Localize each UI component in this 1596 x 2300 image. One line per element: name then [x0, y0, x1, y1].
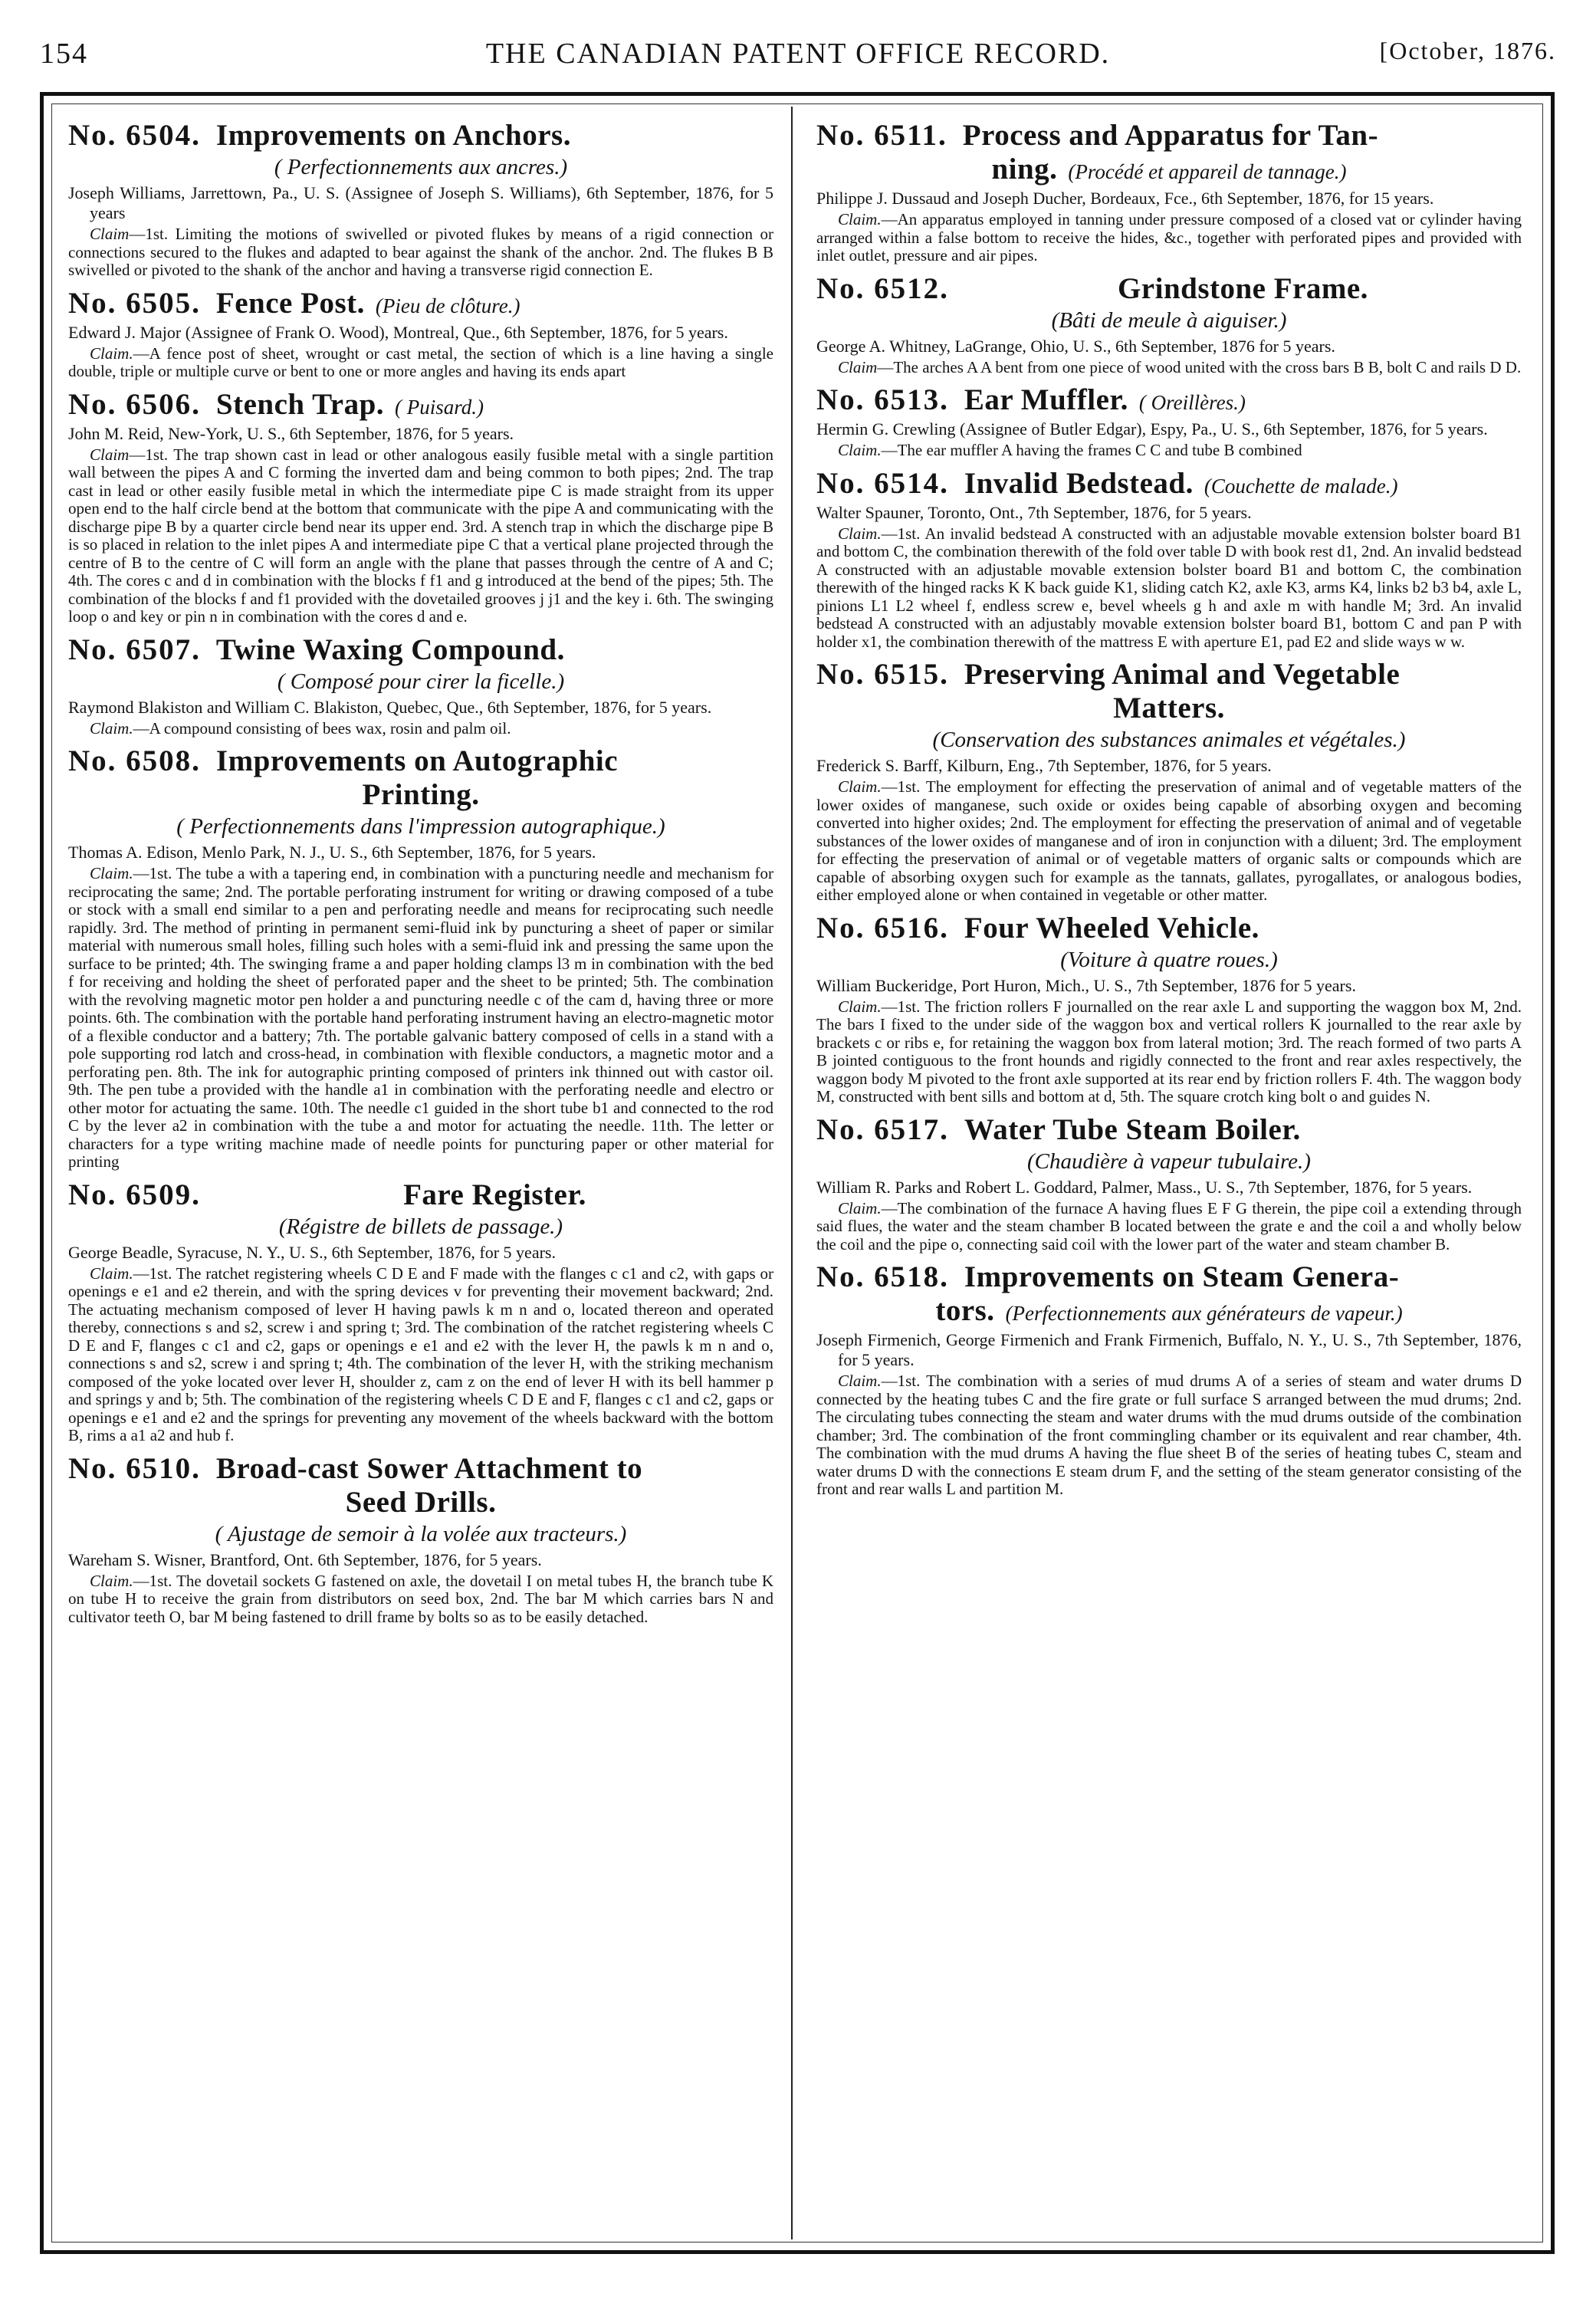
patent-number: No. 6508. — [68, 744, 201, 777]
patent-title: Preserving Animal and Vegetable — [964, 658, 1401, 691]
patent-title: Twine Waxing Compound. — [215, 632, 565, 666]
patent-title-continued: tors. — [935, 1294, 995, 1327]
claim-text — [816, 1200, 1522, 1254]
patent-title: Fare Register. — [403, 1178, 586, 1211]
patent-title: Improvements on Autographic — [215, 744, 619, 777]
claim-text — [68, 446, 773, 626]
claim-label: Claim. — [90, 864, 133, 882]
patent-number: No. 6514. — [816, 466, 949, 500]
patentee-line: William R. Parks and Robert L. Goddard, Palmer, Mass., U. S., 7th September, 1876, for 5 years. — [816, 1177, 1473, 1197]
french-title: (Pieu de clôture.) — [375, 294, 521, 317]
claim-text — [68, 720, 773, 738]
claim-body: —1st. An invalid bedstead A constructed with an adjustable movable extension bolster board B1 and bottom C, the combination therewith of the fold over table D with book rest d1, 2nd. An invalid bedstead A constructed with an adjustable movable extension bolster board B1 and bottom C, the combination therewith of the hinged racks K K back guide K1, sliding catch K2, axle K3, arms K4, links b2 b3 b4, axle L, pinions L1 L2 wheel f, endless screw e, bevel wheels g h and axle m with handle M; 3rd. An invalid bedstead A constructed with an adjustably movable extension bolster board B1, bottom C and pan P with holder x1, the combination therewith of the mattress E with aperture E1, pad E2 and slide ways w w. — [816, 524, 1522, 651]
patentee-line: Hermin G. Crewling (Assignee of Butler Edgar), Espy, Pa., U. S., 6th September, 1876, for 5 years. — [816, 419, 1488, 439]
french-title: ( Perfectionnements dans l'impression autographique.) — [176, 814, 665, 839]
patentee-line: George Beadle, Syracuse, N. Y., U. S., 6th September, 1876, for 5 years. — [68, 1242, 556, 1262]
claim-label: Claim — [90, 445, 130, 464]
patent-entry-6516 — [816, 912, 1522, 1106]
claim-label: Claim. — [838, 997, 882, 1016]
patent-entry-6504 — [68, 119, 773, 280]
patent-title: Ear Muffler. — [964, 383, 1128, 416]
claim-body: —1st. The employment for effecting the preservation of animal and of vegetable matters of the lower oxides of manganese, such oxide or oxides being capable of absorbing oxygen and becoming converted into higher oxides; 2nd. The employment for effecting the preservation of animal and of vegetable substances of the lower oxides of manganese and of iron in conjunction with a diluent; 3rd. The employment for effecting the preservation of animal or of vegetable matters of organic salts or compounds which are capable of absorbing oxygen such for example as the tannats, gallates, pyrogallates, or analogous bodies, either employed alone or when contained in vegetable or other matter. — [816, 777, 1522, 904]
patent-number: No. 6507. — [68, 632, 201, 666]
patent-number: No. 6510. — [68, 1451, 201, 1485]
patent-title: Stench Trap. — [215, 387, 385, 421]
patent-title-continued: Matters. — [1113, 692, 1225, 724]
claim-label: Claim. — [90, 718, 133, 738]
claim-label: Claim. — [838, 210, 882, 228]
patent-number: No. 6512. — [816, 271, 949, 305]
french-title: (Couchette de malade.) — [1204, 474, 1398, 498]
patentee-line: John M. Reid, New-York, U. S., 6th September, 1876, for 5 years. — [68, 423, 514, 443]
claim-body: —1st. The combination with a series of mud drums A of a series of steam and water drums D connected by the heating tubes C and the fire grate or full surface S arranged between the mud drums; 2nd. The circulating tubes connecting the steam and water drums with the mud drums outside of the combination chamber; 3rd. The combination of the front commingling chamber or its equivalent and rear chamber, 4th. The combination with the mud drums A having the flue sheet B of the series of heating tubes C, steam and water drums D with the connections E steam drum F, and the setting of the steam generator consisting of the front and rear walls L and partition M. — [816, 1372, 1522, 1498]
patentee-line: Walter Spauner, Toronto, Ont., 7th September, 1876, for 5 years. — [816, 502, 1252, 522]
patentee-line: Wareham S. Wisner, Brantford, Ont. 6th September, 1876, for 5 years. — [68, 1549, 542, 1569]
patent-entry-6508 — [68, 744, 773, 1171]
patent-title: Broad-cast Sower Attachment to — [215, 1451, 643, 1485]
patentee-line: Joseph Firmenich, George Firmenich and Frank Firmenich, Buffalo, N. Y., U. S., 7th September, 1876, for 5 years. — [816, 1330, 1522, 1369]
claim-body: —The combination of the furnace A having flues E F G therein, the pipe coil a extending through said flues, the water and the steam chamber B located between the grate e and the coil a and wholly below the coil and the pipe o, connecting said coil with the lower part of the water and steam chamber B. — [816, 1198, 1522, 1254]
patent-title: Water Tube Steam Boiler. — [964, 1112, 1301, 1146]
patent-number: No. 6506. — [68, 387, 201, 421]
column-divider — [791, 107, 793, 2239]
patent-entry-6511 — [816, 119, 1522, 265]
claim-label: Claim — [838, 357, 878, 376]
claim-text — [68, 1265, 773, 1445]
claim-text — [816, 442, 1522, 460]
claim-body: —A fence post of sheet, wrought or cast metal, the section of which is a line having a single double, triple or multiple curve or bent to one or more angles and having its ends apart — [68, 343, 773, 380]
claim-text — [68, 1572, 773, 1627]
claim-text — [68, 865, 773, 1171]
patentee-line: Thomas A. Edison, Menlo Park, N. J., U. S., 6th September, 1876, for 5 years. — [68, 843, 596, 862]
left-column — [68, 119, 773, 2235]
claim-label: Claim. — [90, 1571, 133, 1590]
claim-body: —1st. Limiting the motions of swivelled or pivoted flukes by means of a rigid connection or connections secured to the flukes and adapted to bear against the shank of the anchor. 2nd. The flukes B B swivelled or pivoted to the shank of the anchor and having a transverse rigid connection E. — [68, 225, 773, 279]
french-title: (Bâti de meule à aiguiser.) — [1051, 307, 1287, 333]
patent-number: No. 6517. — [816, 1112, 949, 1146]
claim-label: Claim — [90, 225, 130, 243]
claim-text — [816, 778, 1522, 905]
patent-entry-6513 — [816, 383, 1522, 460]
claim-text — [816, 525, 1522, 652]
french-title: (Régistre de billets de passage.) — [278, 1214, 563, 1239]
claim-label: Claim. — [838, 524, 882, 543]
claim-text — [816, 211, 1522, 265]
patentee-line: George A. Whitney, LaGrange, Ohio, U. S., 6th September, 1876 for 5 years. — [816, 336, 1335, 356]
patent-entry-6517 — [816, 1113, 1522, 1254]
patent-entry-6518 — [816, 1260, 1522, 1499]
claim-body: —1st. The trap shown cast in lead or other analogous easily fusible metal with a single partition wall between the pipes A and C forming the inverted dam and being common to both pipes; 2nd. The trap cast in lead or other easily fusible metal in which the intermediate pipe C is made straight from its upper open end to the half circle bend at the bottom that communicate with the pipe A and communicating with the discharge pipe B by a quarter circle bend near its upper end. 3rd. A stench trap in which the discharge pipe B is so placed in relation to the inlet pipes A and intermediate pipe C that a vertical plane projected through the centre of B to the centre of C will form an angle with the plane that passes through the centre of A and C; 4th. The cores c and d in combination with the blocks f f1 and g introduced at the bend of the pipes; 5th. The combination of the blocks f and f1 provided with the dovetailed grooves j j1 and the key i. 6th. The swinging loop o and key or pin n in combination with the cores d and e. — [68, 445, 773, 626]
patent-entry-6510 — [68, 1452, 773, 1627]
patentee-line: Frederick S. Barff, Kilburn, Eng., 7th September, 1876, for 5 years. — [816, 756, 1272, 775]
french-title: ( Composé pour cirer la ficelle.) — [277, 669, 565, 694]
patent-number: No. 6504. — [68, 119, 201, 152]
patent-title-continued: Printing. — [362, 778, 480, 811]
claim-text — [68, 345, 773, 381]
claim-label: Claim. — [838, 1198, 882, 1217]
claim-body: —The arches A A bent from one piece of wood united with the cross bars B B, bolt C and rails D D. — [877, 357, 1522, 376]
claim-text — [816, 359, 1522, 377]
patent-number: No. 6509. — [68, 1178, 201, 1211]
patent-entry-6515 — [816, 658, 1522, 905]
patent-entry-6507 — [68, 633, 773, 738]
patent-number: No. 6515. — [816, 658, 949, 691]
claim-label: Claim. — [90, 1263, 133, 1283]
patent-title: Invalid Bedstead. — [964, 466, 1194, 500]
claim-body: —1st. The dovetail sockets G fastened on axle, the dovetail I on metal tubes H, the branch tube K on tube H to receive the grain from distributors on seed box, 2nd. The bar M which carries bars N and cultivator teeth O, bar M being fastened to drill frame by bolts so as to be easily detached. — [68, 1571, 773, 1626]
patent-title-continued: ning. — [991, 153, 1058, 186]
patent-entry-6514 — [816, 467, 1522, 652]
claim-body: —1st. The ratchet registering wheels C D E and F made with the flanges c c1 and c2, with gaps or openings e e1 and e2 therein, and with the spring devices v for preventing their movement backward; 2nd. The actuating mechanism composed of lever H having pawls k m n and o, located thereon and operated thereby, connections s and s2, screw i and spring t; 3rd. The combination of the ratchet registering wheels C D E and F, flanges c c1 and c2, gaps or openings e e1 and e2 with the lever H, the pawls k m n and o, connections s and s2, screw i and spring t; 4th. The combination of the lever H, with the striking mechanism composed of the yoke located over lever H, shoulder z, cam z on the end of lever H with its bell hammer p and springs y and b; 5th. The combination of the registering wheels C D E and F, flanges c c1 and c2, gaps or openings e e1 and e2 and the springs for preventing any movement of the wheels backward with the bottom B, rims a a1 a2 and hub f. — [68, 1263, 773, 1444]
french-title: (Chaudière à vapeur tubulaire.) — [1027, 1148, 1311, 1174]
patent-title: Improvements on Steam Genera- — [964, 1260, 1400, 1293]
patent-entry-6509 — [68, 1178, 773, 1445]
claim-body: —A compound consisting of bees wax, rosin and palm oil. — [133, 718, 511, 738]
patent-number: No. 6518. — [816, 1260, 949, 1293]
patent-entry-6506 — [68, 388, 773, 626]
patent-number: No. 6516. — [816, 911, 949, 945]
patent-entry-6505 — [68, 287, 773, 381]
french-title: (Voiture à quatre roues.) — [1060, 947, 1278, 972]
patent-number: No. 6513. — [816, 383, 949, 416]
patent-title-continued: Seed Drills. — [345, 1485, 497, 1519]
claim-body: —The ear muffler A having the frames C C and tube B combined — [881, 441, 1302, 459]
french-title: ( Perfectionnements aux ancres.) — [274, 155, 568, 179]
running-head — [40, 37, 1556, 75]
page-frame — [40, 92, 1555, 2254]
french-title: ( Puisard.) — [395, 395, 484, 419]
patent-number: No. 6511. — [816, 119, 947, 152]
patent-entry-6512 — [816, 272, 1522, 377]
claim-text — [816, 998, 1522, 1106]
patentee-line: Joseph Williams, Jarrettown, Pa., U. S. (Assignee of Joseph S. Williams), 6th September, 1876, for 5 years — [68, 183, 773, 222]
patent-title: Process and Apparatus for Tan- — [962, 119, 1379, 152]
claim-body: —1st. The friction rollers F journalled on the rear axle L and supporting the waggon box M, 2nd. The bars I fixed to the under side of the waggon box and vertical rollers K journalled to the rear axle by brackets c or ribs e, for retaining the waggon box from lateral motion; 3rd. The reach formed of two parts A B jointed contiguous to the front hounds and rigidly connected to the front and rear axles respectively, the waggon body M pivoted to the front axle supported at its rear end by friction rollers F. 4th. The waggon body M, constructed with bent sills and bottom at d, 5th. The square crotch king bolt o and guides N. — [816, 997, 1522, 1106]
claim-label: Claim. — [90, 343, 133, 363]
claim-label: Claim. — [838, 441, 882, 459]
patent-title: Grindstone Frame. — [1117, 271, 1368, 305]
patent-number: No. 6505. — [68, 286, 201, 320]
claim-text — [68, 225, 773, 280]
french-title: ( Oreillères.) — [1138, 391, 1246, 414]
patent-title: Four Wheeled Vehicle. — [964, 911, 1259, 945]
patentee-line: Raymond Blakiston and William C. Blakiston, Quebec, Que., 6th September, 1876, for 5 years. — [68, 697, 712, 717]
claim-label: Claim. — [838, 777, 882, 796]
patentee-line: Philippe J. Dussaud and Joseph Ducher, Bordeaux, Fce., 6th September, 1876, for 15 years. — [816, 189, 1434, 208]
claim-text — [816, 1372, 1522, 1499]
patent-title: Improvements on Anchors. — [215, 119, 571, 152]
french-title: (Procédé et appareil de tannage.) — [1068, 160, 1347, 183]
french-title: (Perfectionnements aux générateurs de vapeur.) — [1005, 1302, 1403, 1325]
french-title: ( Ajustage de semoir à la volée aux tracteurs.) — [215, 1521, 627, 1546]
claim-body: —An apparatus employed in tanning under pressure composed of a closed vat or cylinder having arranged within a false bottom to receive the hides, &c., together with perforated pipes and provided with inlet outlet, pressure and air pipes. — [816, 210, 1522, 264]
patentee-line: William Buckeridge, Port Huron, Mich., U. S., 7th September, 1876 for 5 years. — [816, 975, 1356, 995]
publication-title: THE CANADIAN PATENT OFFICE RECORD. — [485, 38, 1111, 70]
claim-label: Claim. — [838, 1372, 882, 1390]
patent-title: Fence Post. — [215, 286, 365, 320]
claim-body: —1st. The tube a with a tapering end, in combination with a puncturing needle and mechanism for reciprocating the same; 2nd. The portable perforating instrument for writing or drawing composed of a tube or stock with a small end similar to a pen and perforating needle and means for reciprocating such needle rapidly. 3rd. The method of printing in permanent semi-fluid ink by puncturing a sheet of paper or similar material with numerous small holes, filling such holes with a semi-fluid ink and pressing the same upon the surface to be printed; 4th. The swinging frame a and paper holding clamps l3 m in combination with the bed f for receiving and holding the sheet of perforated paper and the sheet to be printed; 5th. The combination with the revolving magnetic motor pen holder a and puncturing needle c of the cam d, having three or more points. 6th. The combination with the portable hand perforating instrument having an electro-magnetic motor of a flexible conductor and a battery; 7th. The portable galvanic battery composed of cells in a stand with a pole supporting rod latch and cross-head, in combination with flexible conductors, a magnetic motor and a perforating pen. 8th. The ink for autographic printing composed of printers ink thinned out with castor oil. 9th. The pen tube a provided with the handle a1 in combination with the perforating needle and electro or other motor for actuating the same. 10th. The needle c1 guided in the short tube b1 and connected to the rod C by the lever a2 in combination with the tube a and motor for actuating the needle. 11th. The letter or characters for a type writing machine made of needle points for puncturing paper or other material for printing — [68, 864, 773, 1171]
patentee-line: Edward J. Major (Assignee of Frank O. Wood), Montreal, Que., 6th September, 1876, for 5 years. — [68, 322, 728, 342]
french-title: (Conservation des substances animales et végétales.) — [932, 728, 1406, 752]
issue-date: [October, 1876. — [1379, 37, 1556, 64]
page-number: 154 — [40, 38, 88, 70]
right-column — [816, 119, 1522, 2235]
